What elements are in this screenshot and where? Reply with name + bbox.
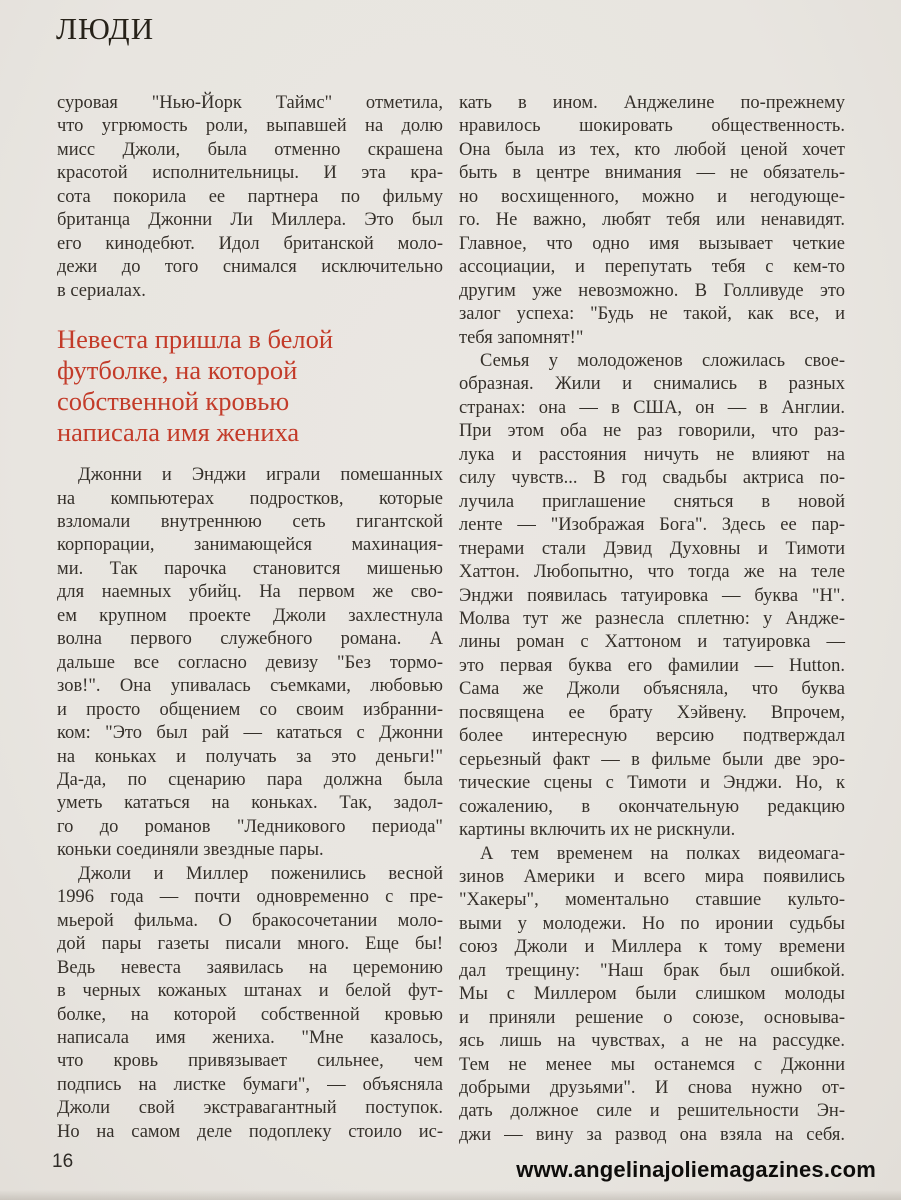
text-line: образная. Жили и снимались в разных xyxy=(459,374,845,395)
text-line: его кинодебют. Идол британской моло- xyxy=(57,233,443,254)
text-line: дальше все согласно девизу "Без тормо- xyxy=(57,652,443,673)
paragraph xyxy=(459,350,845,843)
text-line: Молва тут же разнесла сплетню: у Андже- xyxy=(459,608,845,629)
text-line: джи — вину за развод она взяла на себя. xyxy=(459,1124,845,1145)
text-line: коньки соединяли звездные пары. xyxy=(57,840,324,861)
text-line: другим уже невозможно. В Голливуде это xyxy=(459,280,845,301)
paragraph xyxy=(57,863,443,1144)
text-line: залог успеха: "Будь не такой, как все, и xyxy=(459,304,845,325)
paragraph xyxy=(57,464,443,863)
page-number: 16 xyxy=(52,1151,74,1172)
text-line: добрыми друзьями". И снова нужно от- xyxy=(459,1078,845,1099)
text-line: ленте — "Изображая Бога". Здесь ее пар- xyxy=(459,515,845,536)
text-line: Да-да, по сценарию пара должна была xyxy=(57,769,443,790)
text-line: дал трещину: "Наш брак был ошибкой. xyxy=(459,960,845,981)
text-line: Энджи появилась татуировка — буква "Н". xyxy=(459,585,845,606)
paragraph xyxy=(57,92,443,303)
text-line: быть в центре внимания — не обязатель- xyxy=(459,163,845,184)
text-line: Ведь невеста заявилась на церемонию xyxy=(57,957,443,978)
heading-line: написала имя жениха xyxy=(57,417,300,448)
text-line: ясь лишь на чувствах, а не на рассудке. xyxy=(459,1031,845,1052)
text-line: зов!". Она упивалась съемками, любовью xyxy=(57,676,443,697)
text-line: но восхищенного, можно и негодующе- xyxy=(459,186,845,207)
text-line: написала имя жениха. "Мне казалось, xyxy=(57,1027,443,1048)
watermark-url: www.angelinajoliemagazines.com xyxy=(516,1157,876,1182)
text-line: Тем не менее мы останемся с Джонни xyxy=(459,1054,845,1075)
paragraph xyxy=(459,92,845,350)
text-line: ассоциации, и перепутать тебя с кем-то xyxy=(459,257,845,278)
text-line: корпорации, занимающейся махинация- xyxy=(57,535,443,556)
article-body xyxy=(57,92,845,1147)
text-line: в черных кожаных штанах и белой фут- xyxy=(57,981,443,1002)
paragraph xyxy=(459,843,845,1148)
text-line: сожалению, в окончательную редакцию xyxy=(459,796,845,817)
text-line: для наемных убийц. На первом же сво- xyxy=(57,582,443,603)
section-kicker: ЛЮДИ xyxy=(56,11,155,46)
text-line: силу чувств... В год свадьбы актриса по- xyxy=(459,468,845,489)
text-line: Сама же Джоли объясняла, что буква xyxy=(459,679,845,700)
text-line: в сериалах. xyxy=(57,280,146,301)
text-line: подпись на листке бумаги", — объясняла xyxy=(57,1074,443,1095)
text-line: странах: она — в США, он — в Англии. xyxy=(459,397,845,418)
scan-edge-shadow xyxy=(0,1190,901,1200)
text-line: лучила приглашение сняться в новой xyxy=(459,491,845,512)
text-line: ком: "Это был рай — кататься с Джонни xyxy=(57,723,443,744)
text-line: посвящена ее брату Хэйвену. Впрочем, xyxy=(459,702,845,723)
text-line: Хаттон. Любопытно, что тогда же на теле xyxy=(459,562,845,583)
text-line: го. Не важно, любят тебя или ненавидят. xyxy=(459,210,845,231)
right-column xyxy=(459,92,845,1147)
text-line: Мы с Миллером были слишком молоды xyxy=(459,984,845,1005)
text-line: что угрюмость роли, выпавшей на долю xyxy=(57,116,443,137)
heading-line: футболке, на которой xyxy=(57,355,298,386)
text-line: дой пары газеты писали много. Еще бы! xyxy=(57,934,443,955)
heading-line: собственной кровью xyxy=(57,386,290,417)
text-line: серьезный факт — в фильме были две эро- xyxy=(459,749,845,770)
text-line: мисс Джоли, была отменно скрашена xyxy=(57,139,443,160)
text-line: союз Джоли и Миллера к тому времени xyxy=(459,937,845,958)
text-line: картины включить их не рискнули. xyxy=(459,820,736,841)
text-line: А тем временем на полках видеомага- xyxy=(480,843,845,864)
text-line: это первая буква его фамилии — Hutton. xyxy=(459,655,845,676)
text-line: го до романов "Ледникового периода" xyxy=(57,816,443,837)
text-line: кать в ином. Анджелине по-прежнему xyxy=(459,93,845,113)
text-line: лины роман с Хаттоном и татуировка — xyxy=(459,632,845,653)
text-line: мьерой фильма. О бракосочетании моло- xyxy=(57,910,443,931)
text-line: зинов Америки и всего мира появились xyxy=(459,866,845,887)
text-line: что кровь привязывает сильнее, чем xyxy=(57,1051,443,1072)
text-line: выми у молодежи. Но по иронии судьбы xyxy=(459,913,845,934)
text-line: лука и расстояния ничуть не влияют на xyxy=(459,444,845,465)
text-line: и просто общением со своим избранни- xyxy=(57,699,443,720)
text-line: Но на самом деле подоплеку стоило ис- xyxy=(57,1121,443,1142)
text-line: дежи до того снимался исключительно xyxy=(57,257,443,278)
text-line: тические сцены с Тимоти и Энджи. Но, к xyxy=(459,773,845,794)
text-line: 1996 года — почти одновременно с пре- xyxy=(57,887,443,908)
text-line: Главное, что одно имя вызывает четкие xyxy=(459,233,845,254)
text-line: При этом оба не раз говорили, что раз- xyxy=(459,421,845,442)
text-line: уметь кататься на коньках. Так, задол- xyxy=(57,793,443,814)
text-line: сота покорила ее партнера по фильму xyxy=(57,186,443,207)
left-column xyxy=(57,92,443,1147)
text-line: британца Джонни Ли Миллера. Это был xyxy=(57,210,443,231)
text-line: ми. Так парочка становится мишенью xyxy=(57,558,443,579)
text-line: ем крупном проекте Джоли захлестнула xyxy=(57,605,443,626)
text-line: Джоли свой экстравагантный поступок. xyxy=(57,1098,443,1119)
text-line: дать должное силе и решительности Эн- xyxy=(459,1101,845,1122)
text-line: Джоли и Миллер поженились весной xyxy=(78,863,443,884)
text-line: более интересную версию подтверждал xyxy=(459,726,845,747)
text-line: "Хакеры", моментально ставшие культо- xyxy=(459,890,845,911)
text-line: тебя запомнят!" xyxy=(459,327,584,348)
text-line: и приняли решение о союзе, основыва- xyxy=(459,1007,845,1028)
heading-line: Невеста пришла в белой xyxy=(57,324,334,355)
text-line: Джонни и Энджи играли помешанных xyxy=(78,465,443,486)
text-line: суровая "Нью-Йорк Таймс" отметила, xyxy=(57,93,443,113)
text-line: болке, на которой собственной кровью xyxy=(57,1004,443,1025)
text-line: тнерами стали Дэвид Духовны и Тимоти xyxy=(459,538,845,559)
text-line: на коньках и получать за это деньги!" xyxy=(57,746,443,767)
text-line: волна первого служебного романа. А xyxy=(57,629,443,650)
text-line: на компьютерах подростков, которые xyxy=(57,488,443,509)
text-line: взломали внутреннюю сеть гигантской xyxy=(57,511,443,532)
text-line: Она была из тех, кто любой ценой хочет xyxy=(459,139,845,160)
text-line: красотой исполнительницы. И эта кра- xyxy=(57,163,443,184)
text-line: нравилось шокировать общественность. xyxy=(459,116,845,137)
text-line: Семья у молодоженов сложилась свое- xyxy=(480,350,845,371)
section-heading xyxy=(57,324,443,448)
